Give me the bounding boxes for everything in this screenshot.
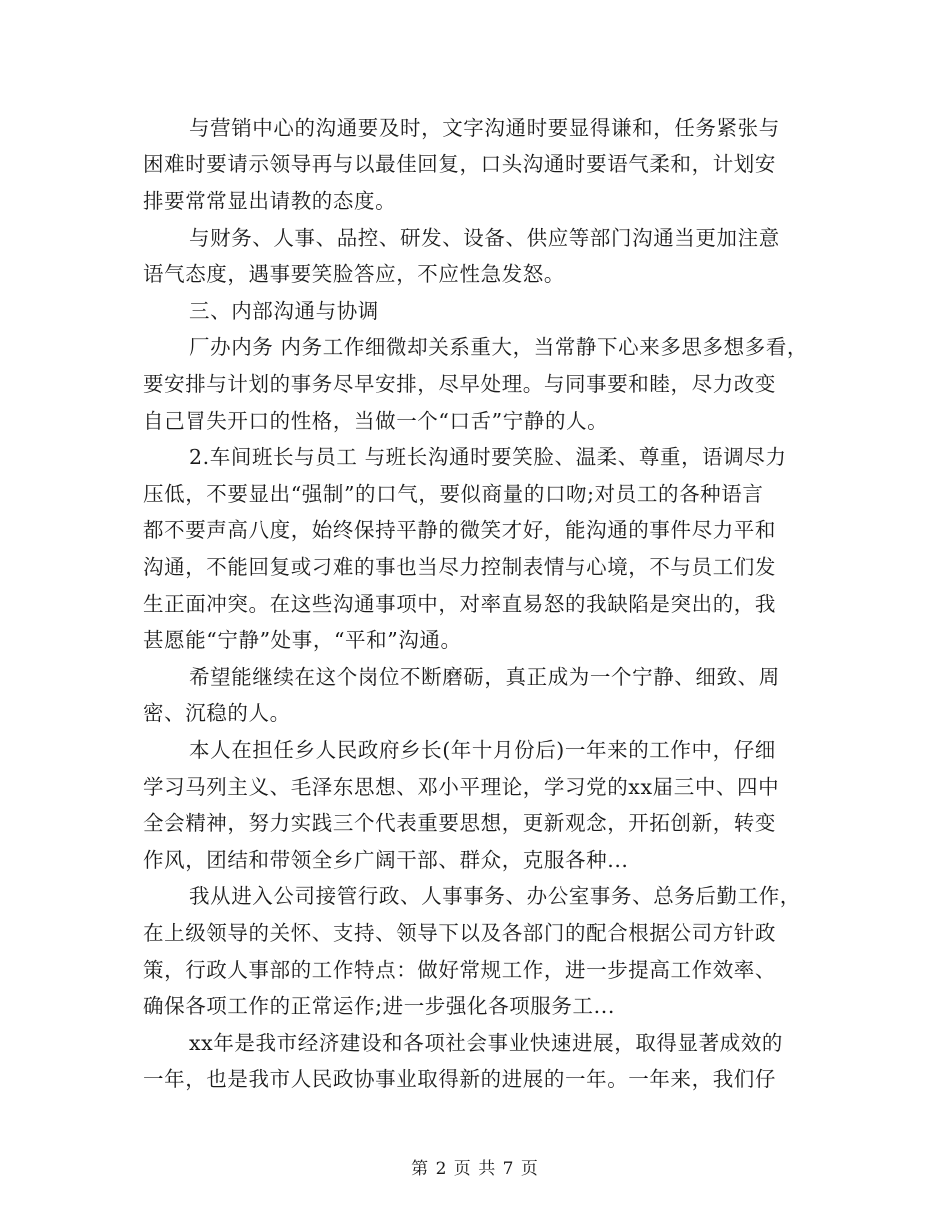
text-line: xx年是我市经济建设和各项社会事业快速进展，取得显著成效的 bbox=[189, 1031, 784, 1055]
text-line: 甚愿能“宁静”处事，“平和”沟通。 bbox=[143, 628, 462, 652]
text-line: 我从进入公司接管行政、人事事务、办公室事务、总务后勤工作， bbox=[189, 884, 801, 908]
text-line: 生正面冲突。在这些沟通事项中，对率直易怒的我缺陷是突出的，我 bbox=[143, 592, 776, 616]
text-line: 希望能继续在这个岗位不断磨砺，真正成为一个宁静、细致、周 bbox=[189, 665, 780, 689]
text-line: 要安排与计划的事务尽早安排，尽早处理。与同事要和睦，尽力改变 bbox=[143, 372, 776, 396]
text-line: 语气态度，遇事要笑脸答应，不应性急发怒。 bbox=[143, 262, 565, 286]
page-number-footer: 第 2 页 共 7 页 bbox=[411, 1159, 539, 1179]
text-line: 压低，不要显出“强制”的口气，要似商量的口吻;对员工的各种语言 bbox=[143, 482, 764, 506]
text-line: 厂办内务 内务工作细微却关系重大，当常静下心来多思多想多看， bbox=[189, 335, 809, 359]
text-line: 本人在担任乡人民政府乡长(年十月份后)一年来的工作中，仔细 bbox=[189, 738, 776, 762]
text-line: 作风，团结和带领全乡广阔干部、群众，克服各种... bbox=[143, 848, 629, 872]
text-line: 确保各项工作的正常运作;进一步强化各项服务工... bbox=[143, 994, 615, 1018]
text-line: 2.车间班长与员工 与班长沟通时要笑脸、温柔、尊重，语调尽力 bbox=[189, 445, 787, 469]
text-line: 一年，也是我市人民政协事业取得新的进展的一年。一年来，我们仔 bbox=[143, 1067, 776, 1091]
text-line: 困难时要请示领导再与以最佳回复，口头沟通时要语气柔和，计划安 bbox=[143, 152, 776, 176]
text-line: 策，行政人事部的工作特点：做好常规工作，进一步提高工作效率、 bbox=[143, 958, 776, 982]
text-line: 自己冒失开口的性格，当做一个“口舌”宁静的人。 bbox=[143, 409, 609, 433]
text-line: 都不要声高八度，始终保持平静的微笑才好，能沟通的事件尽力平和 bbox=[143, 518, 776, 542]
text-line: 学习马列主义、毛泽东思想、邓小平理论，学习党的xx届三中、四中 bbox=[143, 775, 780, 799]
section-heading: 三、内部沟通与协调 bbox=[189, 299, 379, 323]
text-line: 全会精神，努力实践三个代表重要思想，更新观念，开拓创新，转变 bbox=[143, 811, 776, 835]
text-line: 在上级领导的关怀、支持、领导下以及各部门的配合根据公司方针政 bbox=[143, 921, 776, 945]
text-line: 密、沉稳的人。 bbox=[143, 701, 291, 725]
text-line: 排要常常显出请教的态度。 bbox=[143, 189, 397, 213]
text-line: 沟通，不能回复或刁难的事也当尽力控制表情与心境，不与员工们发 bbox=[143, 555, 776, 579]
text-line: 与财务、人事、品控、研发、设备、供应等部门沟通当更加注意 bbox=[189, 226, 780, 250]
text-line: 与营销中心的沟通要及时，文字沟通时要显得谦和，任务紧张与 bbox=[189, 116, 780, 140]
